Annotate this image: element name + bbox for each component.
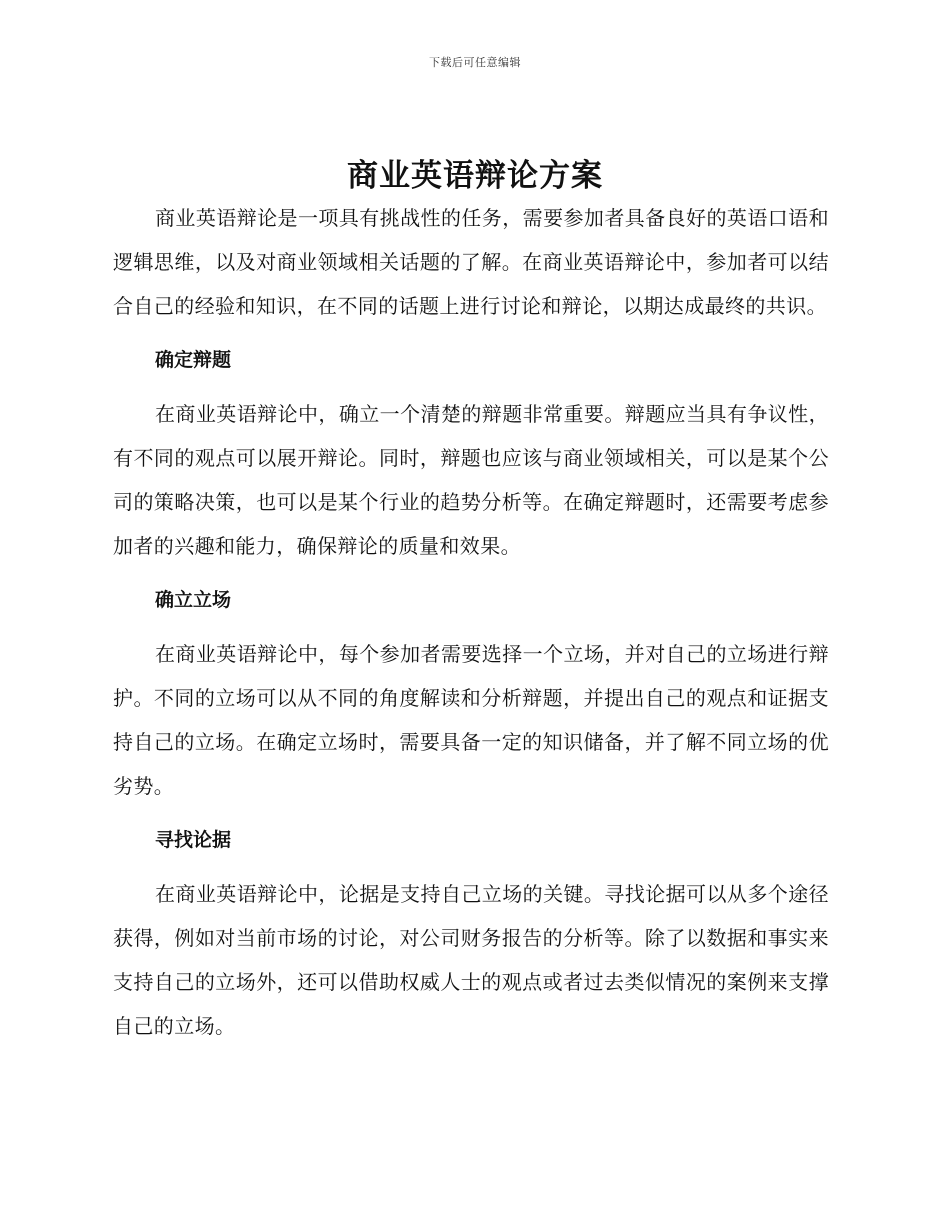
section-body-evidence: 在商业英语辩论中，论据是支持自己立场的关键。寻找论据可以从多个途径获得，例如对当前市场的讨论，对公司财务报告的分析等。除了以数据和事实来支持自己的立场外，还可以借助权威人士的观点或者过去类似情况的案例来支撑自己的立场。 <box>113 882 829 1038</box>
section-body-position: 在商业英语辩论中，每个参加者需要选择一个立场，并对自己的立场进行辩护。不同的立场可以从不同的角度解读和分析辩题，并提出自己的观点和证据支持自己的立场。在确定立场时，需要具备一定的知识储备，并了解不同立场的优劣势。 <box>113 642 829 798</box>
section-heading-topic: 确定辩题 <box>155 349 232 371</box>
header-note: 下载后可任意编辑 <box>429 56 521 69</box>
section-body-topic: 在商业英语辩论中，确立一个清楚的辩题非常重要。辩题应当具有争议性，有不同的观点可以展开辩论。同时，辩题也应该与商业领域相关，可以是某个公司的策略决策，也可以是某个行业的趋势分析等。在确定辩题时，还需要考虑参加者的兴趣和能力，确保辩论的质量和效果。 <box>113 402 829 558</box>
document-title: 商业英语辩论方案 <box>347 158 603 194</box>
section-heading-position: 确立立场 <box>155 589 232 611</box>
document-body <box>113 196 829 1048</box>
intro-paragraph: 商业英语辩论是一项具有挑战性的任务，需要参加者具备良好的英语口语和逻辑思维，以及对商业领域相关话题的了解。在商业英语辩论中，参加者可以结合自己的经验和知识，在不同的话题上进行讨论和辩论，以期达成最终的共识。 <box>113 206 829 318</box>
section-heading-evidence: 寻找论据 <box>155 829 232 851</box>
